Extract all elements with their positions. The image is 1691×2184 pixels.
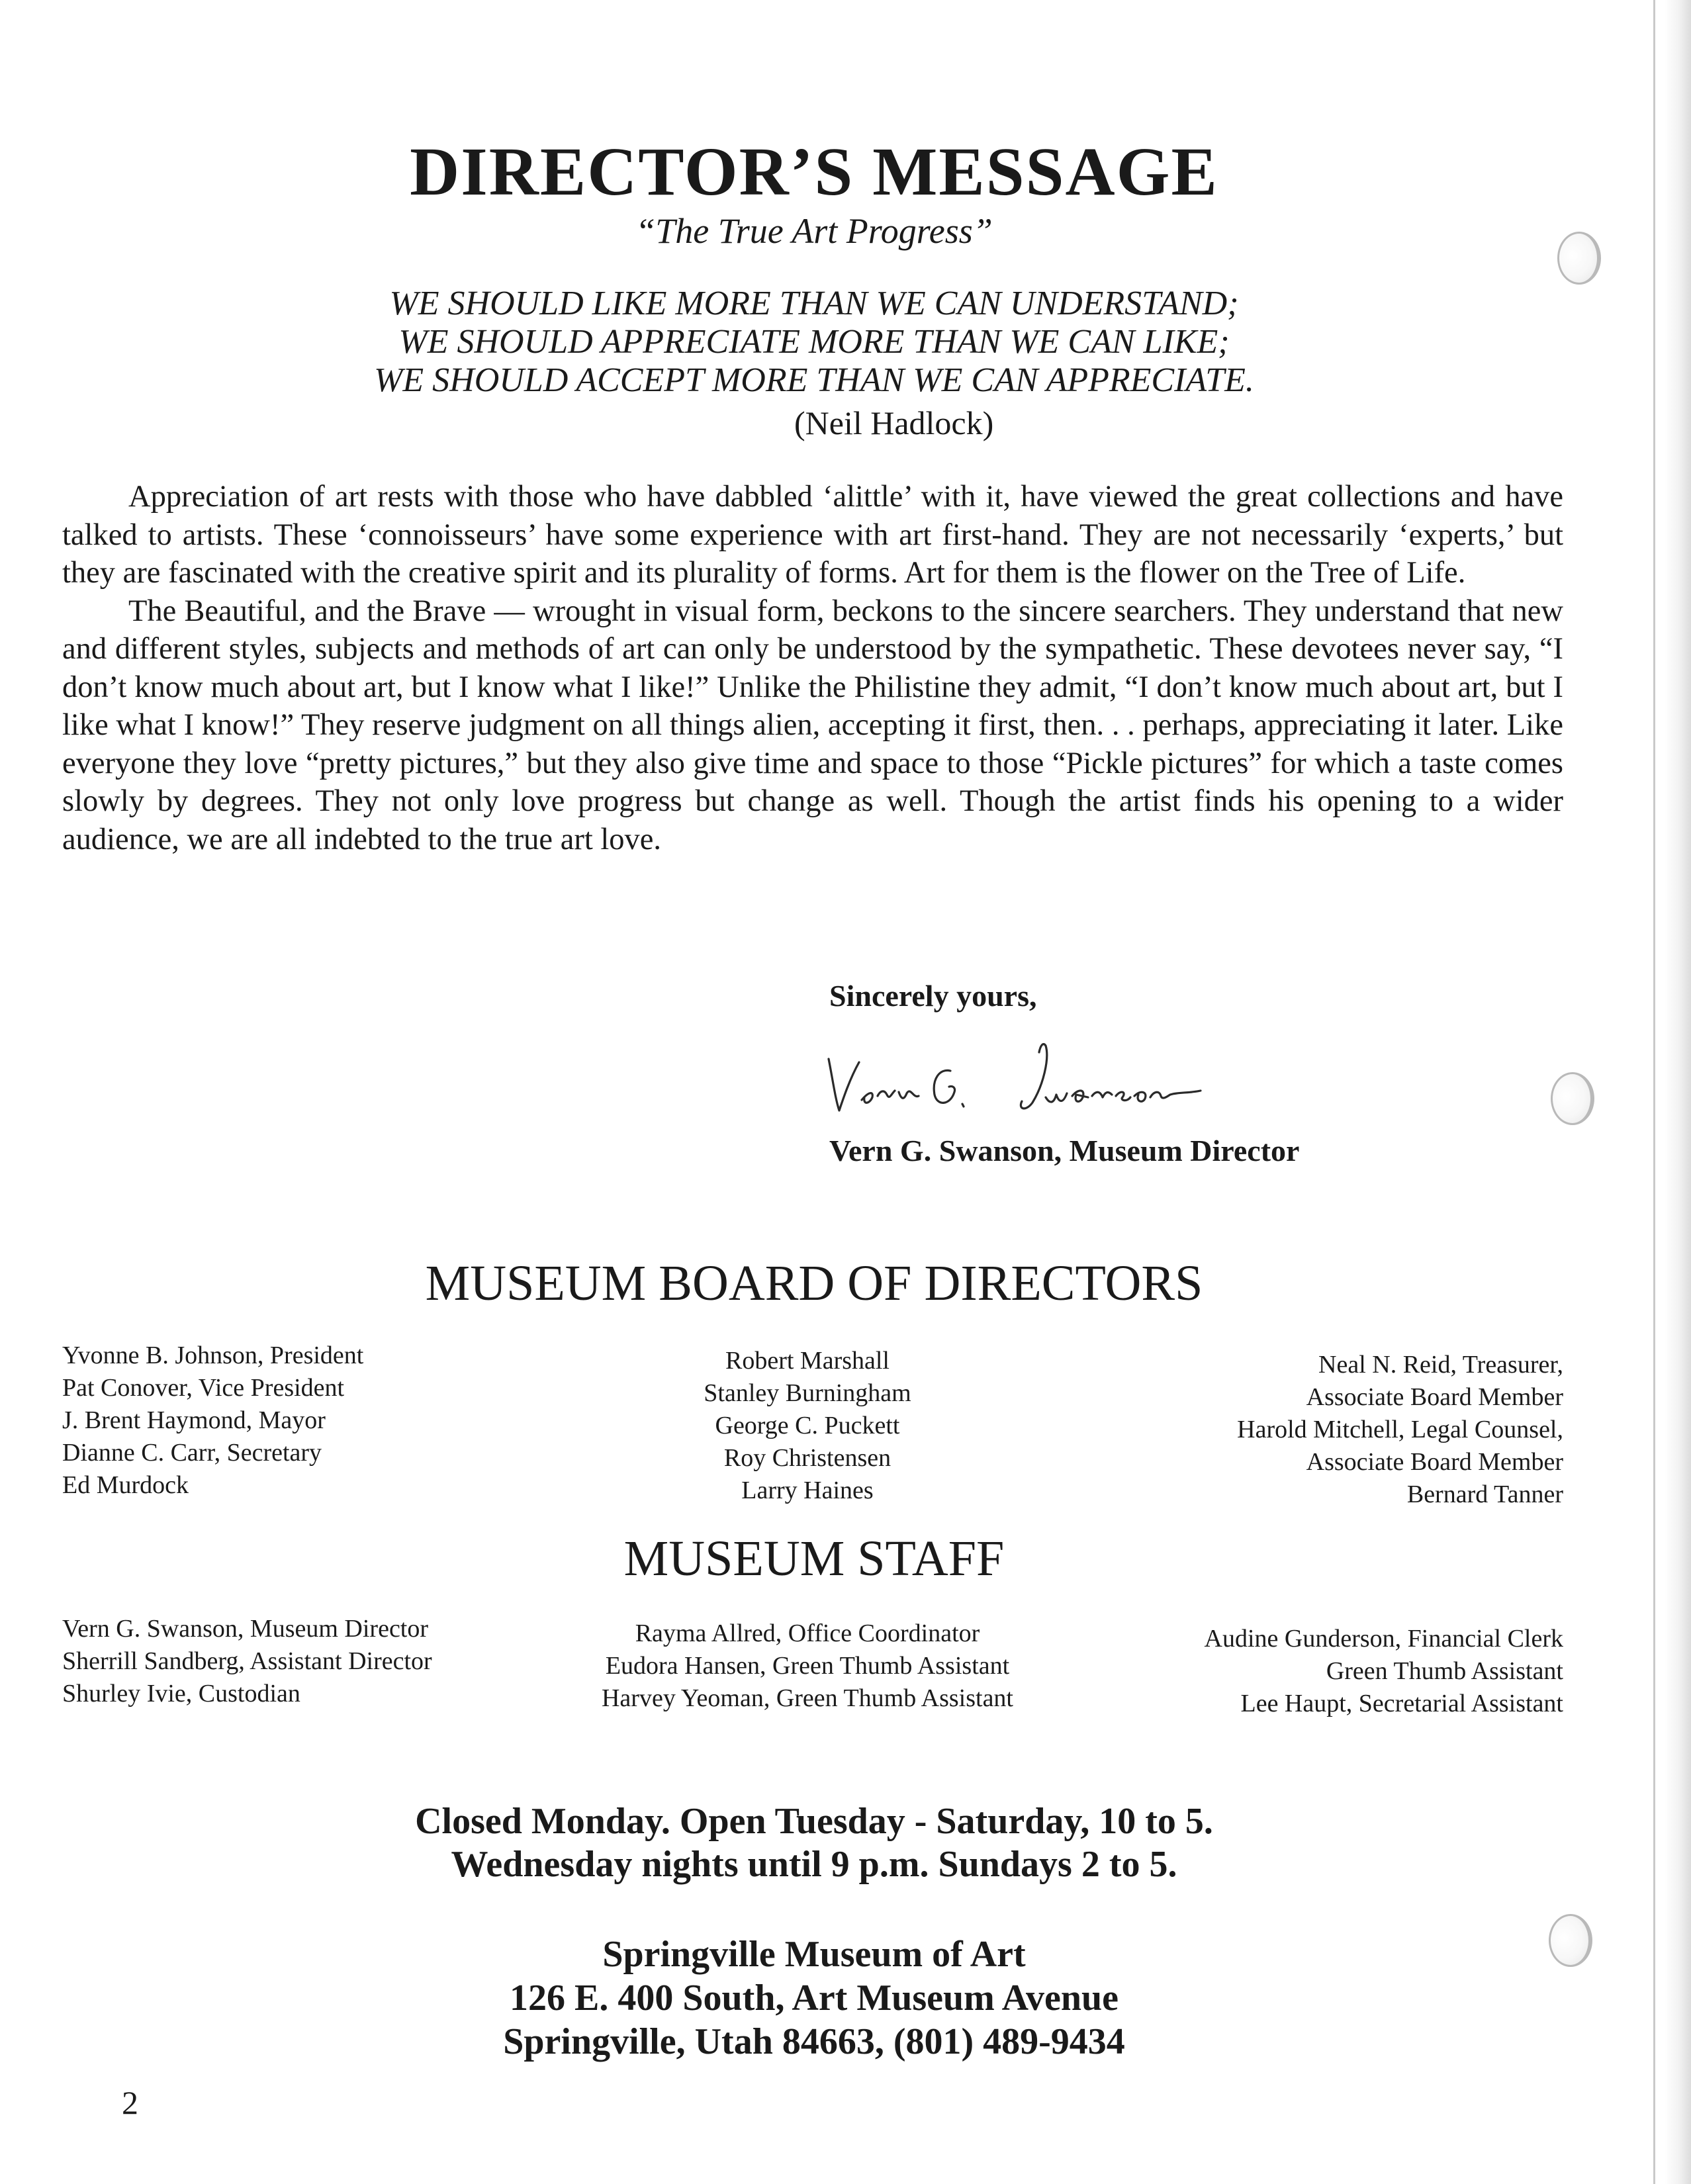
quote — [0, 285, 1628, 400]
quote-author: (Neil Hadlock) — [794, 404, 994, 441]
address-line: Springville, Utah 84663, (801) 489-9434 — [503, 2021, 1125, 2062]
address-line: 126 E. 400 South, Art Museum Avenue — [510, 1978, 1119, 2019]
subtitle: “The True Art Progress” — [635, 211, 993, 251]
museum-address — [0, 1933, 1628, 2064]
board-member: J. Brent Haymond, Mayor — [62, 1406, 326, 1434]
staff-member: Sherrill Sandberg, Assistant Director — [62, 1647, 432, 1675]
board-title: MUSEUM BOARD OF DIRECTORS — [425, 1255, 1203, 1311]
board-member: Pat Conover, Vice President — [62, 1374, 345, 1402]
board-member: Harold Mitchell, Legal Counsel, — [1237, 1416, 1563, 1443]
address-line: Springville Museum of Art — [602, 1934, 1026, 1975]
staff-title: MUSEUM STAFF — [623, 1531, 1005, 1586]
signature — [821, 1026, 1324, 1138]
board-column-right — [1237, 1349, 1563, 1511]
page-title: DIRECTOR’S MESSAGE — [410, 134, 1218, 210]
hours-line: Closed Monday. Open Tuesday - Saturday, 10 to 5. — [415, 1801, 1213, 1842]
staff-column-left — [62, 1613, 432, 1710]
quote-line: WE SHOULD LIKE MORE THAN WE CAN UNDERSTAND; — [389, 285, 1239, 322]
museum-hours — [0, 1800, 1628, 1886]
hours-line: Wednesday nights until 9 p.m. Sundays 2 to 5. — [451, 1844, 1177, 1885]
message-body — [62, 478, 1563, 858]
staff-column-center — [529, 1617, 1085, 1715]
staff-member: Shurley Ivie, Custodian — [62, 1680, 300, 1707]
board-member: Associate Board Member — [1306, 1448, 1563, 1476]
board-member: Associate Board Member — [1306, 1383, 1563, 1411]
board-column-center — [529, 1345, 1085, 1507]
quote-line: WE SHOULD ACCEPT MORE THAN WE CAN APPRECIATE. — [374, 361, 1254, 399]
board-member: Ed Murdock — [62, 1471, 189, 1499]
staff-member: Lee Haupt, Secretarial Assistant — [1240, 1690, 1563, 1717]
staff-member: Vern G. Swanson, Museum Director — [62, 1615, 429, 1643]
staff-member: Audine Gunderson, Financial Clerk — [1204, 1625, 1563, 1653]
page-edge-line — [1653, 0, 1655, 2184]
staff-member: Harvey Yeoman, Green Thumb Assistant — [601, 1684, 1013, 1712]
board-member: Dianne C. Carr, Secretary — [62, 1439, 322, 1467]
staff-member: Green Thumb Assistant — [1326, 1657, 1563, 1685]
staff-column-right — [1205, 1623, 1563, 1720]
page-number: 2 — [122, 2084, 138, 2121]
board-member: Larry Haines — [741, 1477, 874, 1504]
board-member: Robert Marshall — [725, 1347, 890, 1375]
quote-line: WE SHOULD APPRECIATE MORE THAN WE CAN LIKE; — [398, 323, 1230, 361]
board-member: Roy Christensen — [723, 1444, 891, 1472]
board-member: Neal N. Reid, Treasurer, — [1318, 1351, 1563, 1379]
page-edge — [1665, 0, 1691, 2184]
staff-member: Rayma Allred, Office Coordinator — [635, 1619, 980, 1647]
board-member: Yvonne B. Johnson, President — [62, 1342, 364, 1369]
board-column-left — [62, 1340, 363, 1502]
paragraph: Appreciation of art rests with those who have dabbled ‘alittle’ with it, have viewed the great collections and have talked to artists. These ‘connoisseurs’ have some experience with art first-hand. They are not necessarily ‘experts,’ but they are fascinated with the creative spirit and its plurality of forms. Art for them is the flower on the Tree of Life. — [62, 480, 1563, 590]
paragraph: The Beautiful, and the Brave — wrought in visual form, beckons to the sincere searchers. They understand that new and different styles, subjects and methods of art can only be understood by the sympathetic. These devotees never say, “I don’t know much about art, but I know what I like!” Unlike the Philistine they admit, “I don’t know much about art, but I like what I know!” They reserve judgment on all things alien, accepting it first, then. . . perhaps, appreciating it later. Like everyone they love “pretty pictures,” but they also give time and space to those “Pickle pictures” for which a taste comes slowly by degrees. They not only love progress but change as well. Though the artist finds his opening to a wider audience, we are all indebted to the true art love. — [62, 594, 1563, 856]
closing: Sincerely yours, — [829, 979, 1037, 1013]
board-member: George C. Puckett — [715, 1412, 900, 1439]
binder-hole — [1551, 1072, 1594, 1125]
board-member: Bernard Tanner — [1406, 1480, 1563, 1508]
board-member: Stanley Burningham — [704, 1379, 911, 1407]
signer-name: Vern G. Swanson, Museum Director — [829, 1134, 1300, 1167]
staff-member: Eudora Hansen, Green Thumb Assistant — [605, 1652, 1010, 1680]
